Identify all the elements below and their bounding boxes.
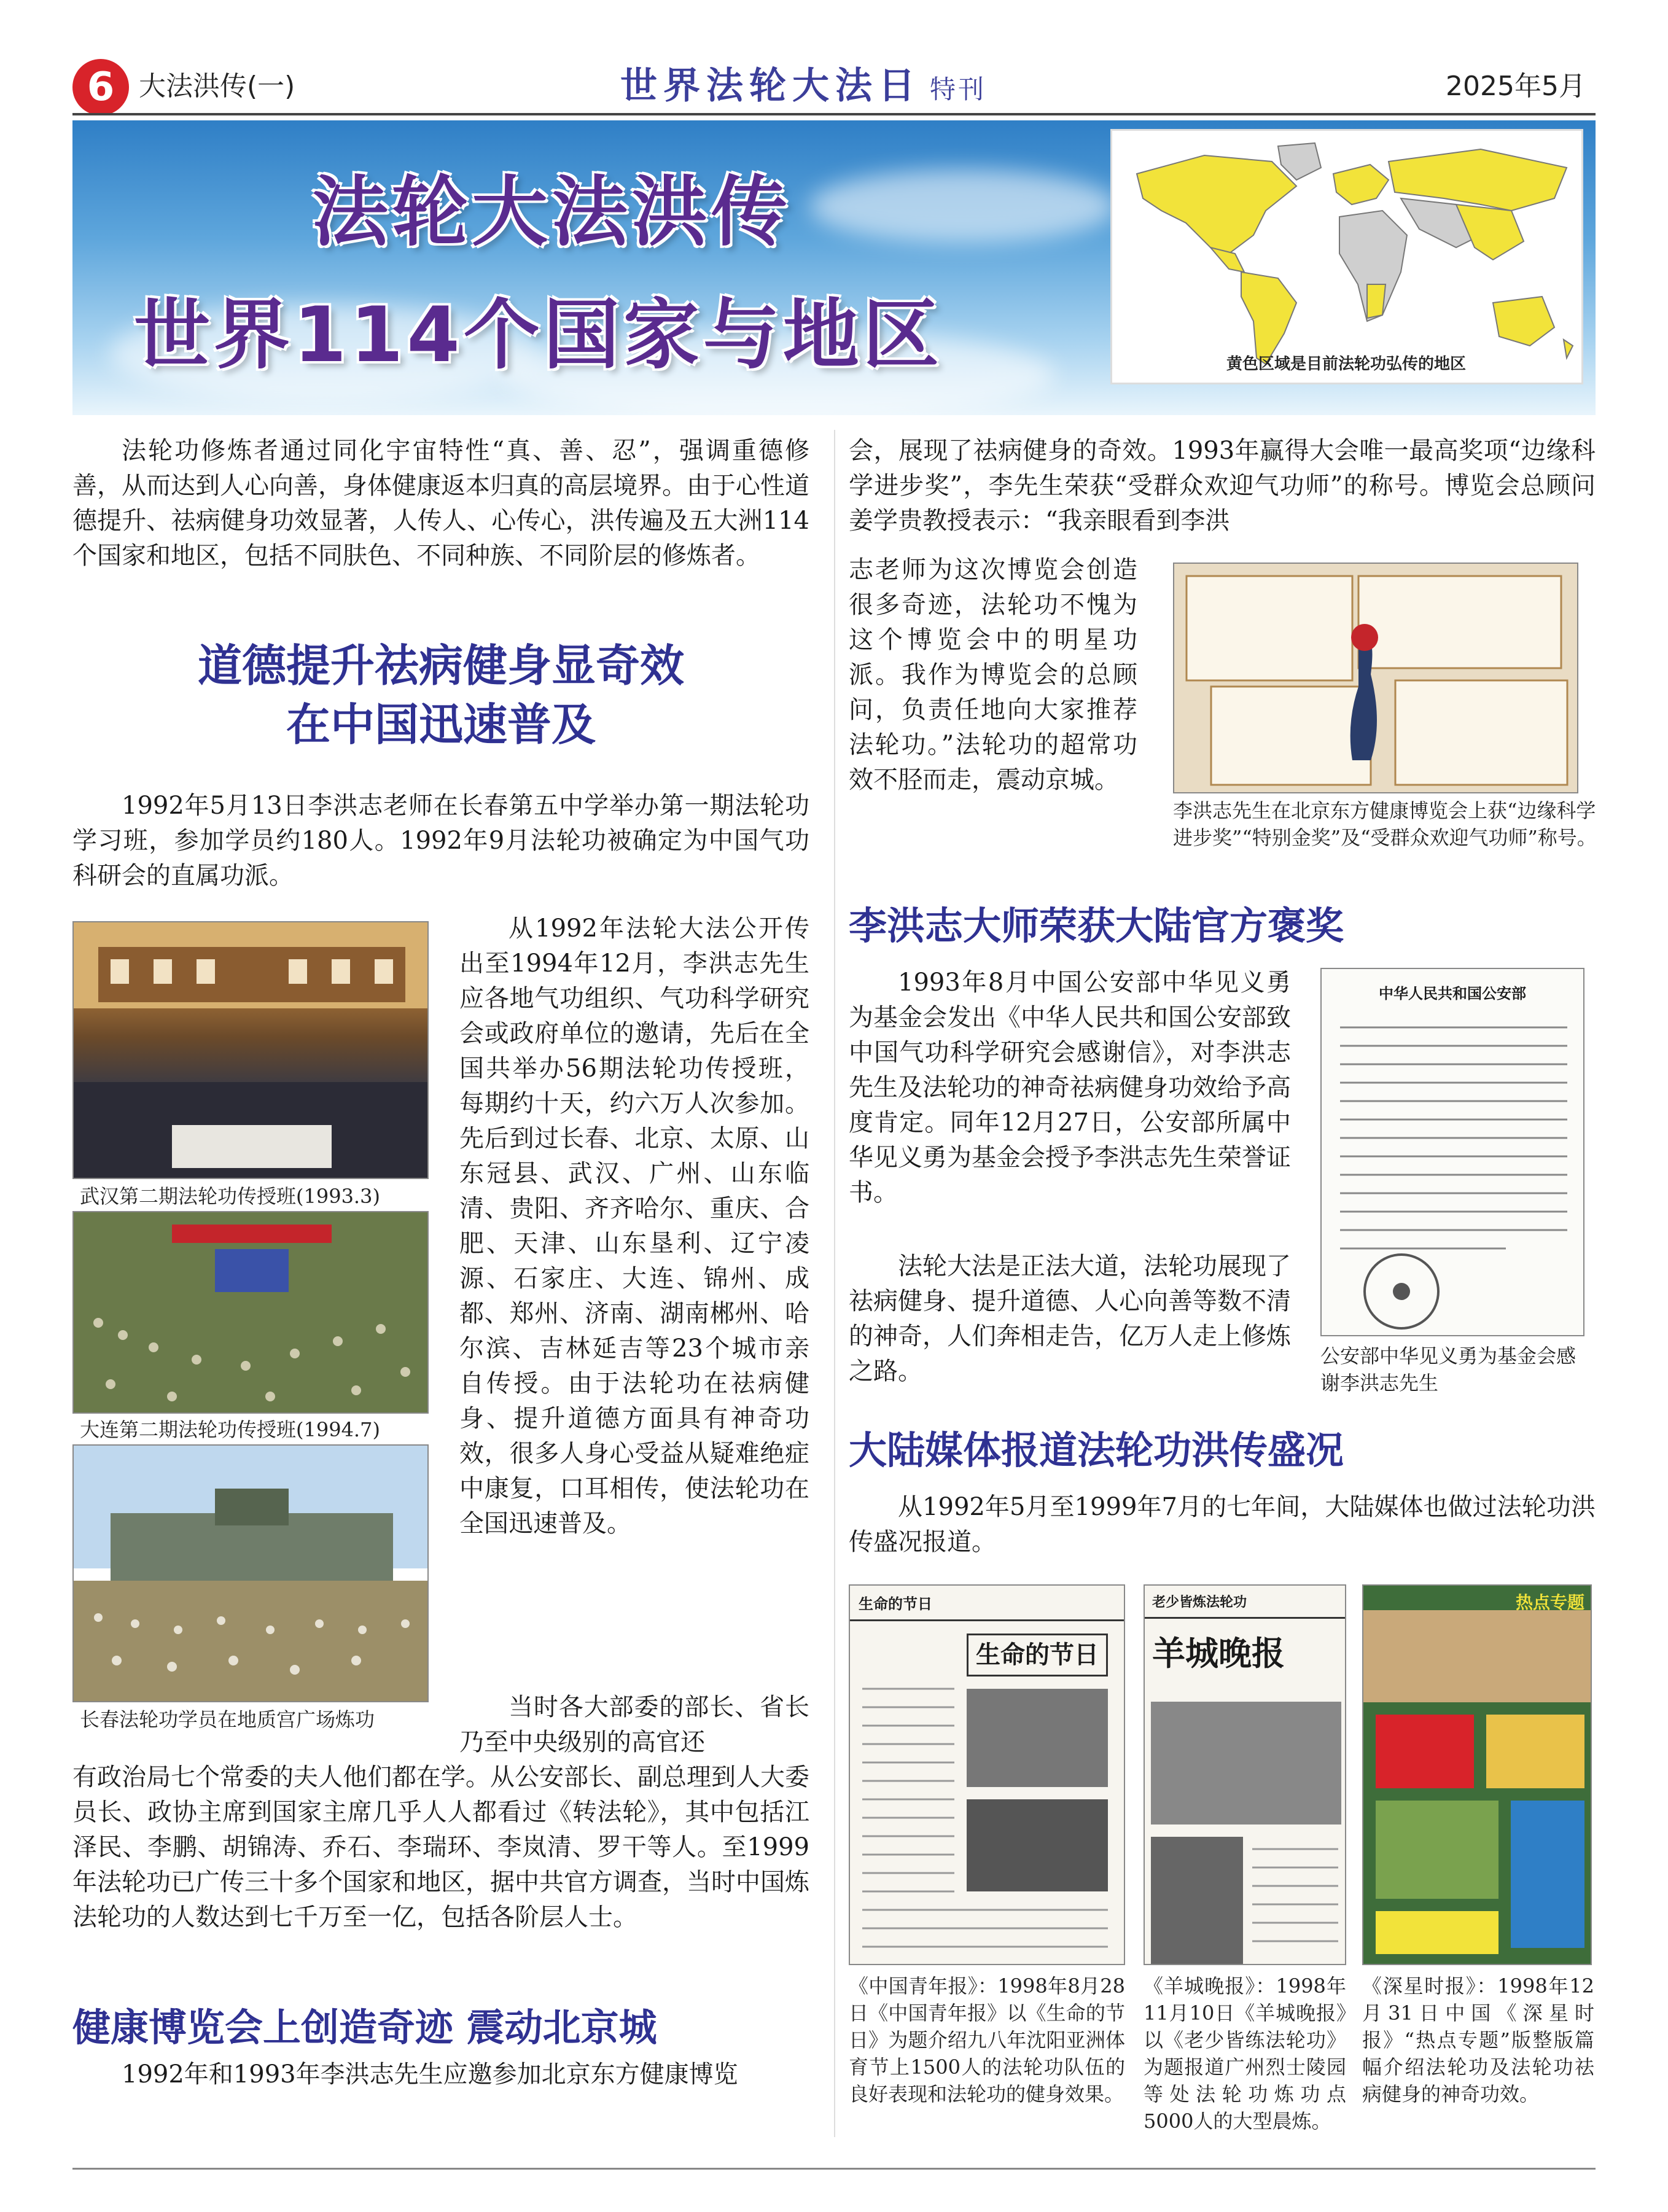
newspaper-caption-3: 《深星时报》：1998年12月31日中国《深星时报》“热点专题”版整版篇幅介绍法轮功及法轮功祛病健身的神奇功效。 bbox=[1362, 1974, 1594, 2106]
newspaper-china-youth bbox=[849, 1584, 1125, 1965]
newspaper-caption-2: 《羊城晚报》：1998年11月10日《羊城晚报》以《老少皆练法轮功》为题报道广州烈士陵园等处法轮功炼功点5000人的大型晨炼。 bbox=[1144, 1974, 1346, 2133]
intro-text: 法轮功修炼者通过同化宇宙特性“真、善、忍”，强调重德修善，从而达到人心向善，身体健康返本归真的高层境界。由于心性道德提升、祛病健身功效显著，人传人、心传心，洪传遍及五大洲114个国家和地区，包括不同肤色、不同种族、不同阶层的修炼者。 bbox=[72, 437, 809, 570]
banner-title-line1: 法轮大法洪传 bbox=[312, 168, 792, 257]
crowd-icon bbox=[74, 1212, 429, 1414]
section2-paragraph1 bbox=[72, 2057, 809, 2092]
map-caption: 黄色区域是目前法轮功弘传的地区 bbox=[1226, 355, 1467, 373]
photo-caption-changchun: 长春法轮功学员在地质宫广场炼功 bbox=[80, 1708, 375, 1731]
newspaper-masthead-2: 老少皆炼法轮功 bbox=[1145, 1586, 1345, 1619]
section4-paragraph1 bbox=[849, 1490, 1596, 1560]
masthead-subtitle: 特刊 bbox=[930, 74, 987, 104]
section1-p3a-text: 当时各大部委的部长、省长乃至中央级别的高官还 bbox=[459, 1693, 809, 1756]
section3-paragraph1 bbox=[849, 965, 1291, 1210]
newspaper-headline-3: 热点专题 bbox=[1515, 1592, 1584, 1613]
letter-text-lines-icon bbox=[1322, 1003, 1584, 1336]
section1-title-line2: 在中国迅速普及 bbox=[286, 698, 596, 750]
newspaper-headline-2: 羊城晚报 bbox=[1152, 1634, 1285, 1673]
newspaper-shenxing bbox=[1362, 1584, 1592, 1965]
world-map bbox=[1110, 129, 1583, 384]
section2-title: 健康博览会上创造奇迹 震动北京城 bbox=[72, 2005, 657, 2050]
column-divider bbox=[834, 430, 835, 2137]
certificate-icon bbox=[1174, 564, 1578, 793]
newspaper-caption-1: 《中国青年报》：1998年8月28日《中国青年报》以《生命的节日》为题介绍九八年沈阳亚洲体育节上1500人的法轮功队伍的良好表现和法轮功的健身效果。 bbox=[849, 1974, 1125, 2106]
newspaper-collage-icon bbox=[1363, 1586, 1592, 1965]
section3-title: 李洪志大师荣获大陆官方褒奖 bbox=[849, 903, 1344, 948]
section1-p1-text: 1992年5月13日李洪志老师在长春第五中学举办第一期法轮功学习班，参加学员约180人。1992年9月法轮功被确定为中国气功科研会的直属功派。 bbox=[72, 792, 809, 890]
section1-paragraph3-start bbox=[459, 1690, 809, 1760]
newspaper-columns-icon bbox=[850, 1677, 1125, 1965]
section-label: 大法洪传(一) bbox=[139, 71, 295, 102]
footer-rule bbox=[72, 2168, 1596, 2170]
photo-caption-wuhan: 武汉第二期法轮功传授班(1993.3) bbox=[80, 1185, 380, 1208]
photo-thank-you-letter bbox=[1320, 968, 1584, 1336]
letter-caption: 公安部中华见义勇为基金会感谢李洪志先生 bbox=[1320, 1344, 1576, 1395]
section2-p3-text: 志老师为这次博览会创造很多奇迹，法轮功不愧为这个博览会中的明星功派。我作为博览会的总顾问，负责任地向大家推荐法轮功。”法轮功的超常功效不胫而走，震动京城。 bbox=[849, 556, 1137, 794]
intro-paragraph bbox=[72, 434, 809, 574]
section1-p3b-text: 有政治局七个常委的夫人他们都在学。从公安部长、副总理到人大委员长、政协主席到国家主席几乎人人都看过《转法轮》，其中包括江泽民、李鹏、胡锦涛、乔石、李瑞环、李岚清、罗干等人。至1999年法轮功已广传三十多个国家和地区，据中共官方调查，当时中国炼法轮功的人数达到七千万至一亿，包括各阶层人士。 bbox=[72, 1763, 809, 1931]
newspaper-headline-1: 生命的节日 bbox=[967, 1634, 1108, 1677]
issue-date: 2025年5月 bbox=[1446, 71, 1586, 102]
header-rule bbox=[72, 113, 1596, 115]
section2-paragraph3 bbox=[849, 553, 1137, 798]
section2-p1-text: 1992年和1993年李洪志先生应邀参加北京东方健康博览 bbox=[122, 2060, 738, 2089]
photo-award-certificates bbox=[1173, 563, 1578, 793]
section3-paragraph2 bbox=[849, 1249, 1291, 1389]
section2-paragraph2 bbox=[849, 434, 1596, 539]
photo-wuhan-lecture bbox=[72, 921, 429, 1179]
section4-p1-text: 从1992年5月至1999年7月的七年间，大陆媒体也做过法轮功洪传盛况报道。 bbox=[849, 1493, 1596, 1556]
photo-caption-dalian: 大连第二期法轮功传授班(1994.7) bbox=[80, 1418, 380, 1441]
masthead bbox=[620, 56, 986, 109]
award-caption: 李洪志先生在北京东方健康博览会上获“边缘科学进步奖”“特别金奖”及“受群众欢迎气功师”称号。 bbox=[1173, 799, 1597, 849]
newspaper-masthead-1: 生命的节日 bbox=[850, 1586, 1124, 1621]
section1-paragraph1 bbox=[72, 789, 809, 894]
photo-dalian-lecture bbox=[72, 1211, 429, 1414]
section1-title-line1: 道德提升祛病健身显奇效 bbox=[197, 639, 684, 691]
photo-changchun-practice bbox=[72, 1444, 429, 1702]
section3-p1-text: 1993年8月中国公安部中华见义勇为基金会发出《中华人民共和国公安部致中国气功科学研究会感谢信》，对李洪志先生及法轮功的神奇祛病健身功效给予高度肯定。同年12月27日，公安部所属中华见义勇为基金会授予李洪志先生荣誉证书。 bbox=[849, 968, 1291, 1207]
masthead-title: 世界法轮大法日 bbox=[620, 64, 921, 107]
banner-title-line2: 世界114个国家与地区 bbox=[134, 291, 943, 380]
section1-paragraph2 bbox=[459, 911, 809, 1541]
section1-p2-text: 从1992年法轮大法公开传出至1994年12月，李洪志先生应各地气功组织、气功科学研究会或政府单位的邀请，先后在全国共举办56期法轮功传授班，每期约十天，约六万人次参加。先后到过长春、北京、太原、山东冠县、武汉、广州、山东临清、贵阳、齐齐哈尔、重庆、合肥、天津、山东垦利、辽宁凌源、石家庄、大连、锦州、成都、郑州、济南、湖南郴州、哈尔滨、吉林延吉等23个城市亲自传授。由于法轮功在祛病健身、提升道德方面具有神奇功效，很多人身心受益从疑难绝症中康复，口耳相传，使法轮功在全国迅速普及。 bbox=[459, 914, 809, 1538]
lecture-hall-icon bbox=[74, 922, 429, 1179]
section4-title: 大陆媒体报道法轮功洪传盛况 bbox=[849, 1428, 1344, 1473]
letter-heading: 中华人民共和国公安部 bbox=[1379, 985, 1526, 1002]
section1-title bbox=[72, 636, 809, 754]
outdoor-practice-icon bbox=[74, 1446, 429, 1702]
section3-p2-text: 法轮大法是正法大道，法轮功展现了祛病健身、提升道德、人心向善等数不清的神奇，人们奔相走告，亿万人走上修炼之路。 bbox=[849, 1252, 1291, 1385]
newspaper-photos-icon bbox=[1145, 1683, 1346, 1965]
section2-p2-text: 会，展现了祛病健身的奇效。1993年赢得大会唯一最高奖项“边缘科学进步奖”，李先生荣获“受群众欢迎气功师”的称号。博览会总顾问姜学贵教授表示：“我亲眼看到李洪 bbox=[849, 437, 1596, 535]
world-map-icon bbox=[1112, 131, 1581, 383]
section1-paragraph3-end bbox=[72, 1760, 809, 1935]
newspaper-yangcheng bbox=[1144, 1584, 1346, 1965]
page-number-badge: 6 bbox=[72, 59, 129, 115]
